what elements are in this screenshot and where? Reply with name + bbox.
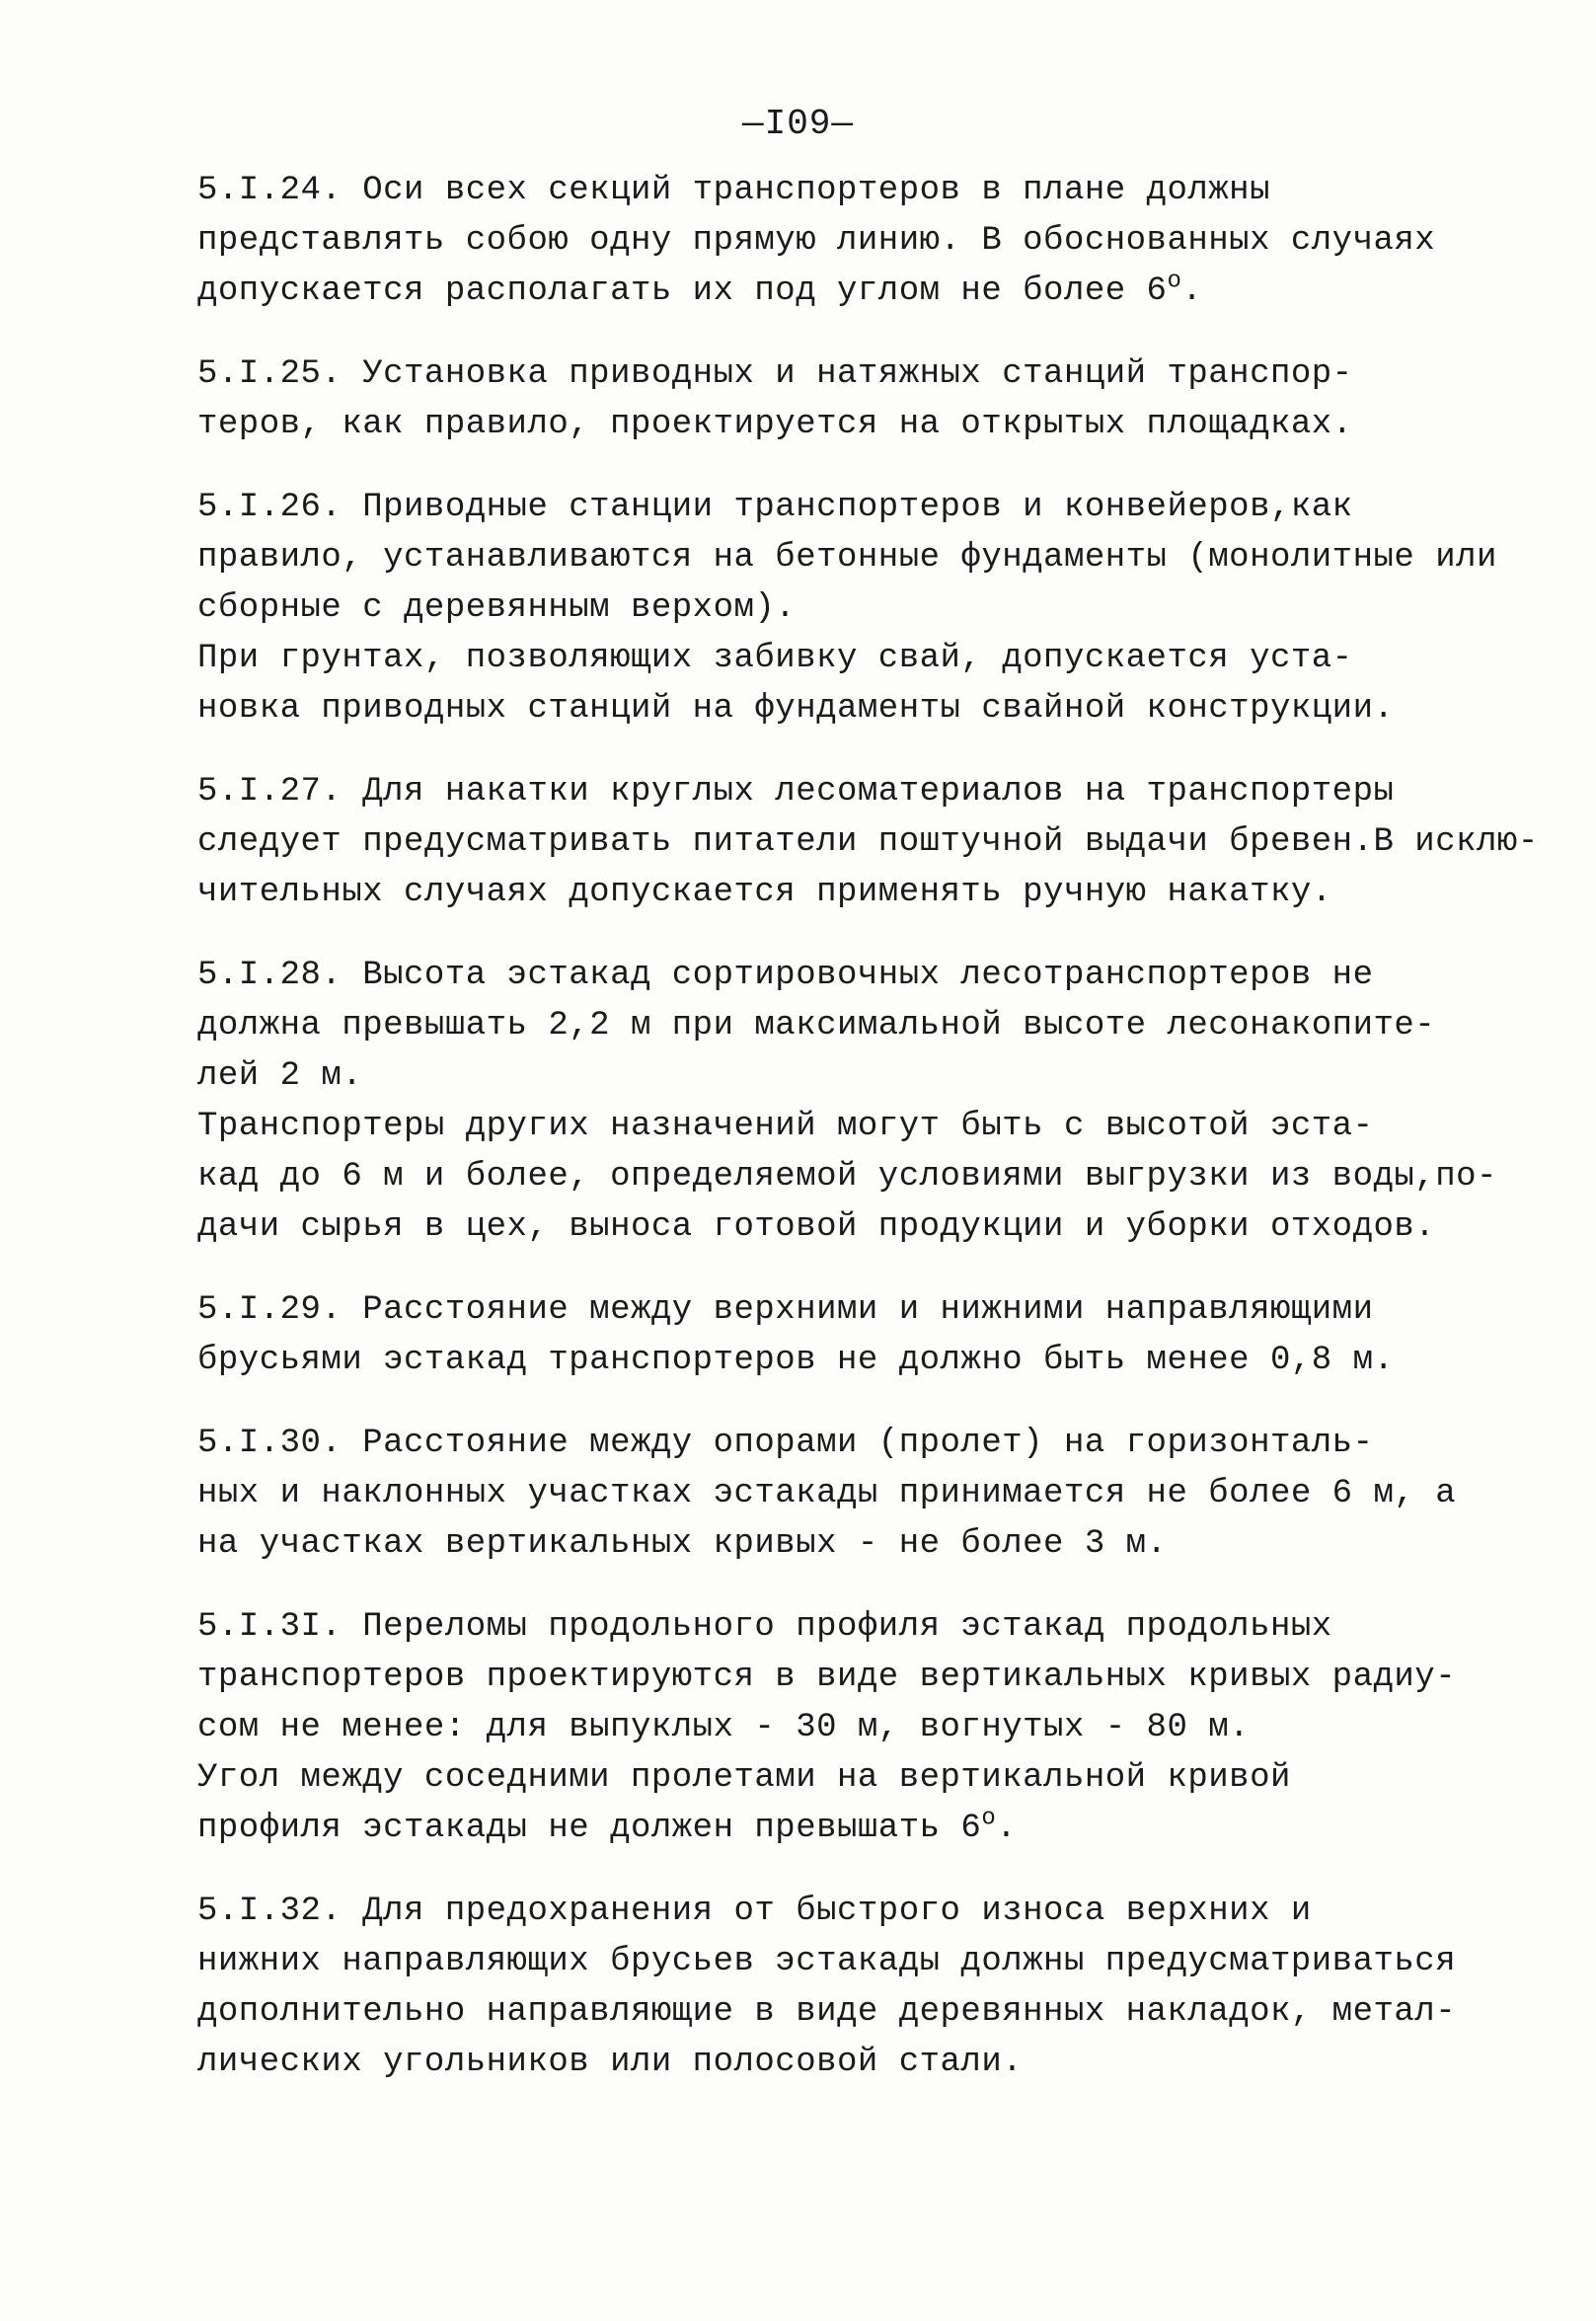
text-line: 5.I.26. Приводные станции транспортеров и конвейеров,как: [197, 489, 1353, 526]
paragraph-5-1-32: [71, 1887, 1457, 2088]
text-line: 5.I.3I. Переломы продольного профиля эстакад продольных: [197, 1608, 1332, 1646]
text-line: дополнительно направляющие в виде деревянных накладок, метал-: [197, 1993, 1457, 2031]
degree-superscript: о: [981, 1805, 997, 1832]
text-line: 5.I.25. Установка приводных и натяжных станций транспор-: [197, 355, 1353, 393]
text-line: дачи сырья в цех, выноса готовой продукции и уборки отходов.: [197, 1208, 1436, 1246]
text-line: представлять собою одну прямую линию. В обоснованных случаях: [197, 222, 1436, 260]
text-line: 5.I.27. Для накатки круглых лесоматериалов на транспортеры: [197, 773, 1395, 811]
paragraph-5-1-26: [71, 483, 1497, 634]
text-line: При грунтах, позволяющих забивку свай, допускается уста-: [197, 640, 1353, 677]
text-line: Угол между соседними пролетами на вертикальной кривой: [197, 1759, 1291, 1797]
text-line: правило, устанавливаются на бетонные фундаменты (монолитные или: [197, 539, 1497, 577]
text-line: новка приводных станций на фундаменты свайной конструкции.: [197, 690, 1395, 728]
text-line: 5.I.28. Высота эстакад сортировочных лесотранспортеров не: [197, 957, 1374, 994]
text-line: теров, как правило, проектируется на открытых площадках.: [197, 406, 1353, 443]
paragraph-5-1-29: [71, 1285, 1394, 1386]
degree-superscript: о: [1167, 268, 1182, 295]
text-line: 5.I.29. Расстояние между верхними и нижними направляющими: [197, 1291, 1374, 1329]
text-segment: профиля эстакады не должен превышать 6: [197, 1810, 982, 1847]
text-line: кад до 6 м и более, определяемой условиями выгрузки из воды,по-: [197, 1158, 1497, 1196]
paragraph-5-1-31-continuation: [71, 1753, 1394, 1854]
paragraph-5-1-28: [71, 951, 1436, 1102]
text-tail: .: [1181, 272, 1203, 310]
text-line: брусьями эстакад транспортеров не должно быть менее 0,8 м.: [197, 1342, 1395, 1379]
text-line: 5.I.32. Для предохранения от быстрого износа верхних и: [197, 1893, 1312, 1930]
paragraph-5-1-24: [71, 166, 1436, 317]
text-line: 5.I.30. Расстояние между опорами (пролет) на горизонталь-: [197, 1425, 1374, 1462]
paragraph-5-1-27: [71, 767, 1539, 918]
text-line: нижних направляющих брусьев эстакады должны предусматриваться: [197, 1943, 1457, 1980]
text-line: [71, 1804, 1394, 1854]
text-line: Транспортеры других назначений могут быть с высотой эста-: [197, 1108, 1374, 1145]
text-line: должна превышать 2,2 м при максимальной высоте лесонакопите-: [197, 1007, 1436, 1044]
text-line: чительных случаях допускается применять ручную накатку.: [197, 874, 1332, 911]
text-line: ных и наклонных участках эстакады принимается не более 6 м, а: [197, 1475, 1457, 1512]
page-number: —I09—: [741, 104, 855, 144]
paragraph-5-1-26-continuation: [71, 634, 1394, 735]
text-line: 5.I.24. Оси всех секций транспортеров в плане должны: [197, 172, 1270, 209]
paragraph-5-1-28-continuation: [71, 1102, 1497, 1253]
text-line: лей 2 м.: [197, 1057, 363, 1095]
paragraph-5-1-30: [71, 1419, 1457, 1570]
paragraph-5-1-31: [71, 1602, 1457, 1753]
text-line: сборные с деревянным верхом).: [197, 589, 797, 627]
text-line: транспортеров проектируются в виде вертикальных кривых радиу-: [197, 1659, 1457, 1696]
text-line: на участках вертикальных кривых - не более 3 м.: [197, 1525, 1168, 1563]
paragraph-5-1-25: [71, 349, 1394, 450]
text-line: лических угольников или полосовой стали.: [197, 2044, 1024, 2081]
text-line: следует предусматривать питатели поштучной выдачи бревен.В исклю-: [197, 823, 1539, 861]
text-segment: допускается располагать их под углом не более 6: [197, 272, 1168, 310]
text-line: [71, 267, 1394, 317]
text-line: сом не менее: для выпуклых - 30 м, вогнутых - 80 м.: [197, 1709, 1251, 1746]
document-body: [71, 166, 1539, 2088]
text-tail: .: [996, 1810, 1018, 1847]
